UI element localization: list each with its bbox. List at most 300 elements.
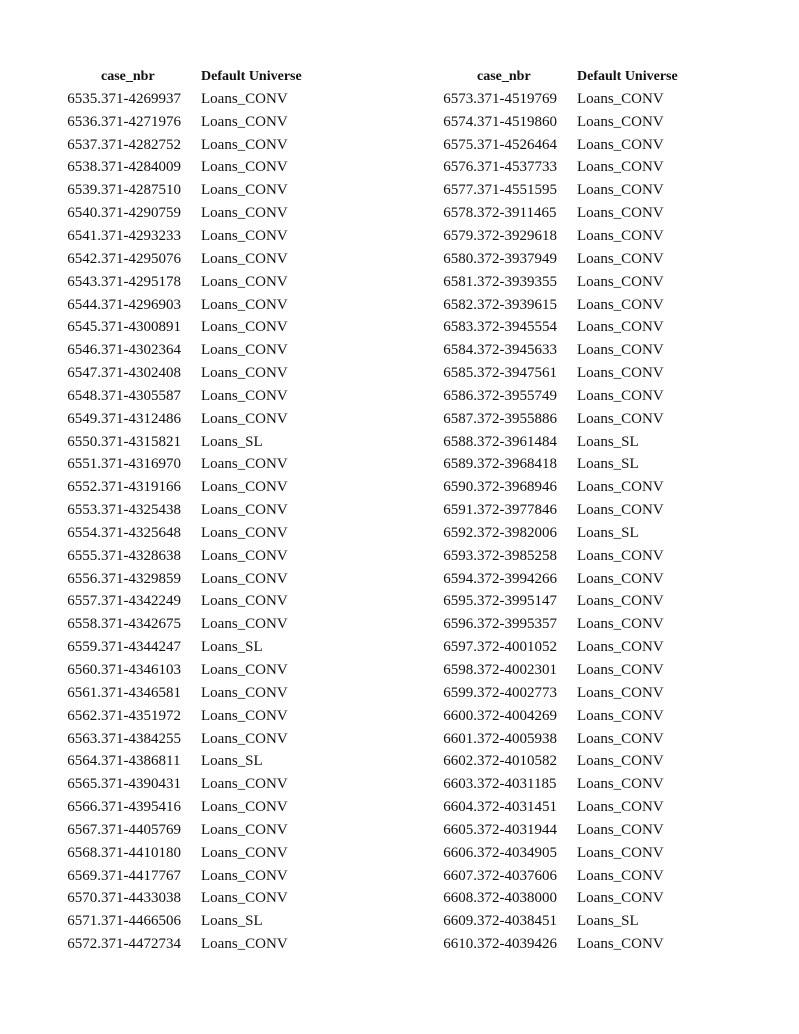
column-header-default-universe: Default Universe bbox=[577, 69, 678, 84]
table-row bbox=[433, 545, 727, 568]
table-row bbox=[433, 682, 727, 705]
default-universe-cell: Loans_CONV bbox=[201, 296, 288, 313]
row-number: 6569. bbox=[67, 867, 101, 884]
default-universe-cell: Loans_CONV bbox=[577, 684, 664, 701]
default-universe-cell: Loans_CONV bbox=[577, 410, 664, 427]
right-column bbox=[433, 66, 727, 956]
table-row bbox=[433, 591, 727, 614]
table-row bbox=[433, 933, 727, 956]
case-nbr-cell: 371-4295178 bbox=[101, 273, 181, 290]
row-number: 6572. bbox=[67, 936, 101, 953]
default-universe-cell: Loans_CONV bbox=[201, 227, 288, 244]
row-number: 6556. bbox=[67, 570, 101, 587]
table-row bbox=[433, 842, 727, 865]
case-nbr-cell: 371-4342249 bbox=[101, 593, 181, 610]
default-universe-cell: Loans_CONV bbox=[201, 90, 288, 107]
row-number: 6604. bbox=[443, 799, 477, 816]
default-universe-cell: Loans_CONV bbox=[201, 524, 288, 541]
table-row bbox=[57, 294, 351, 317]
default-universe-cell: Loans_CONV bbox=[201, 821, 288, 838]
case-nbr-cell: 372-3968946 bbox=[477, 479, 557, 496]
case-nbr-cell: 371-4282752 bbox=[101, 136, 181, 153]
table-row bbox=[57, 157, 351, 180]
row-number: 6580. bbox=[443, 250, 477, 267]
row-number: 6583. bbox=[443, 319, 477, 336]
table-row bbox=[57, 202, 351, 225]
default-universe-cell: Loans_CONV bbox=[201, 799, 288, 816]
row-number: 6601. bbox=[443, 730, 477, 747]
default-universe-cell: Loans_SL bbox=[577, 456, 639, 473]
default-universe-cell: Loans_CONV bbox=[201, 205, 288, 222]
row-number: 6596. bbox=[443, 616, 477, 633]
table-row bbox=[57, 408, 351, 431]
case-nbr-cell: 371-4395416 bbox=[101, 799, 181, 816]
table-row bbox=[57, 659, 351, 682]
case-nbr-cell: 371-4519860 bbox=[477, 113, 557, 130]
case-nbr-cell: 371-4271976 bbox=[101, 113, 181, 130]
table-row bbox=[57, 316, 351, 339]
case-nbr-cell: 372-4038451 bbox=[477, 913, 557, 930]
table-row bbox=[57, 819, 351, 842]
default-universe-cell: Loans_CONV bbox=[577, 136, 664, 153]
default-universe-cell: Loans_CONV bbox=[201, 616, 288, 633]
row-number: 6588. bbox=[443, 433, 477, 450]
case-nbr-cell: 371-4316970 bbox=[101, 456, 181, 473]
case-nbr-cell: 371-4305587 bbox=[101, 387, 181, 404]
case-nbr-cell: 371-4351972 bbox=[101, 707, 181, 724]
table-row bbox=[433, 568, 727, 591]
row-number: 6567. bbox=[67, 821, 101, 838]
left-table bbox=[57, 66, 351, 956]
row-number: 6555. bbox=[67, 547, 101, 564]
row-number: 6578. bbox=[443, 205, 477, 222]
case-nbr-cell: 372-3911465 bbox=[477, 205, 557, 222]
default-universe-cell: Loans_CONV bbox=[577, 250, 664, 267]
default-universe-cell: Loans_CONV bbox=[201, 479, 288, 496]
table-row bbox=[433, 385, 727, 408]
default-universe-cell: Loans_CONV bbox=[577, 479, 664, 496]
table-row bbox=[433, 499, 727, 522]
case-nbr-cell: 372-4031451 bbox=[477, 799, 557, 816]
case-nbr-cell: 371-4284009 bbox=[101, 159, 181, 176]
table-row bbox=[57, 339, 351, 362]
case-nbr-cell: 371-4384255 bbox=[101, 730, 181, 747]
case-nbr-cell: 372-3968418 bbox=[477, 456, 557, 473]
default-universe-cell: Loans_CONV bbox=[577, 730, 664, 747]
table-row bbox=[57, 888, 351, 911]
row-number: 6608. bbox=[443, 890, 477, 907]
case-nbr-cell: 372-3977846 bbox=[477, 502, 557, 519]
case-nbr-cell: 372-3929618 bbox=[477, 227, 557, 244]
default-universe-cell: Loans_CONV bbox=[577, 182, 664, 199]
table-row bbox=[433, 339, 727, 362]
default-universe-cell: Loans_CONV bbox=[577, 799, 664, 816]
row-number: 6540. bbox=[67, 205, 101, 222]
table-row bbox=[433, 88, 727, 111]
default-universe-cell: Loans_CONV bbox=[577, 616, 664, 633]
default-universe-cell: Loans_CONV bbox=[577, 387, 664, 404]
row-number: 6598. bbox=[443, 662, 477, 679]
table-row bbox=[433, 454, 727, 477]
default-universe-cell: Loans_CONV bbox=[201, 936, 288, 953]
case-nbr-cell: 371-4319166 bbox=[101, 479, 181, 496]
row-number: 6564. bbox=[67, 753, 101, 770]
row-number: 6548. bbox=[67, 387, 101, 404]
row-number: 6565. bbox=[67, 776, 101, 793]
table-row bbox=[57, 385, 351, 408]
case-nbr-cell: 371-4287510 bbox=[101, 182, 181, 199]
case-nbr-cell: 372-3995147 bbox=[477, 593, 557, 610]
table-header-row bbox=[433, 66, 727, 88]
case-nbr-cell: 372-3945554 bbox=[477, 319, 557, 336]
default-universe-cell: Loans_CONV bbox=[201, 844, 288, 861]
table-row bbox=[433, 134, 727, 157]
case-nbr-cell: 372-3939355 bbox=[477, 273, 557, 290]
default-universe-cell: Loans_CONV bbox=[201, 250, 288, 267]
row-number: 6603. bbox=[443, 776, 477, 793]
table-row bbox=[433, 225, 727, 248]
table-row bbox=[57, 750, 351, 773]
table-row bbox=[433, 476, 727, 499]
default-universe-cell: Loans_CONV bbox=[577, 319, 664, 336]
case-nbr-cell: 372-4005938 bbox=[477, 730, 557, 747]
case-nbr-cell: 371-4537733 bbox=[477, 159, 557, 176]
default-universe-cell: Loans_CONV bbox=[201, 593, 288, 610]
row-number: 6552. bbox=[67, 479, 101, 496]
default-universe-cell: Loans_SL bbox=[201, 913, 263, 930]
table-row bbox=[433, 111, 727, 134]
row-number: 6576. bbox=[443, 159, 477, 176]
case-nbr-cell: 372-4034905 bbox=[477, 844, 557, 861]
table-row bbox=[433, 613, 727, 636]
table-row bbox=[57, 910, 351, 933]
case-nbr-cell: 372-3937949 bbox=[477, 250, 557, 267]
case-nbr-cell: 372-4004269 bbox=[477, 707, 557, 724]
case-nbr-cell: 372-4039426 bbox=[477, 936, 557, 953]
default-universe-cell: Loans_CONV bbox=[577, 205, 664, 222]
default-universe-cell: Loans_CONV bbox=[577, 639, 664, 656]
row-number: 6594. bbox=[443, 570, 477, 587]
case-nbr-cell: 371-4342675 bbox=[101, 616, 181, 633]
table-row bbox=[57, 431, 351, 454]
case-nbr-cell: 371-4296903 bbox=[101, 296, 181, 313]
case-nbr-cell: 371-4302364 bbox=[101, 342, 181, 359]
row-number: 6536. bbox=[67, 113, 101, 130]
row-number: 6568. bbox=[67, 844, 101, 861]
case-nbr-cell: 371-4328638 bbox=[101, 547, 181, 564]
default-universe-cell: Loans_CONV bbox=[201, 707, 288, 724]
table-row bbox=[57, 476, 351, 499]
default-universe-cell: Loans_CONV bbox=[201, 547, 288, 564]
table-row bbox=[57, 636, 351, 659]
table-row bbox=[433, 408, 727, 431]
row-number: 6550. bbox=[67, 433, 101, 450]
table-row bbox=[433, 636, 727, 659]
left-column bbox=[57, 66, 351, 956]
table-row bbox=[433, 888, 727, 911]
default-universe-cell: Loans_SL bbox=[577, 913, 639, 930]
row-number: 6584. bbox=[443, 342, 477, 359]
default-universe-cell: Loans_CONV bbox=[577, 547, 664, 564]
case-nbr-cell: 372-3939615 bbox=[477, 296, 557, 313]
table-row bbox=[57, 568, 351, 591]
case-nbr-cell: 371-4315821 bbox=[101, 433, 181, 450]
table-row bbox=[433, 659, 727, 682]
case-nbr-cell: 371-4325438 bbox=[101, 502, 181, 519]
case-nbr-cell: 371-4466506 bbox=[101, 913, 181, 930]
default-universe-cell: Loans_CONV bbox=[201, 410, 288, 427]
table-row bbox=[433, 157, 727, 180]
case-nbr-cell: 372-4037606 bbox=[477, 867, 557, 884]
case-nbr-cell: 371-4302408 bbox=[101, 365, 181, 382]
row-number: 6579. bbox=[443, 227, 477, 244]
table-row bbox=[433, 362, 727, 385]
default-universe-cell: Loans_CONV bbox=[577, 776, 664, 793]
default-universe-cell: Loans_CONV bbox=[201, 342, 288, 359]
right-table bbox=[433, 66, 727, 956]
row-number: 6538. bbox=[67, 159, 101, 176]
default-universe-cell: Loans_CONV bbox=[577, 753, 664, 770]
table-row bbox=[433, 865, 727, 888]
case-nbr-cell: 372-4038000 bbox=[477, 890, 557, 907]
default-universe-cell: Loans_CONV bbox=[201, 502, 288, 519]
table-row bbox=[57, 796, 351, 819]
row-number: 6589. bbox=[443, 456, 477, 473]
table-row bbox=[433, 202, 727, 225]
table-row bbox=[433, 796, 727, 819]
table-row bbox=[57, 179, 351, 202]
row-number: 6553. bbox=[67, 502, 101, 519]
row-number: 6606. bbox=[443, 844, 477, 861]
table-body bbox=[57, 88, 351, 956]
case-nbr-cell: 371-4312486 bbox=[101, 410, 181, 427]
default-universe-cell: Loans_CONV bbox=[577, 593, 664, 610]
table-row bbox=[433, 294, 727, 317]
case-nbr-cell: 372-3961484 bbox=[477, 433, 557, 450]
table-row bbox=[433, 773, 727, 796]
case-nbr-cell: 371-4405769 bbox=[101, 821, 181, 838]
row-number: 6599. bbox=[443, 684, 477, 701]
table-row bbox=[433, 179, 727, 202]
case-nbr-cell: 371-4390431 bbox=[101, 776, 181, 793]
table-row bbox=[57, 865, 351, 888]
table-row bbox=[57, 499, 351, 522]
table-row bbox=[433, 522, 727, 545]
default-universe-cell: Loans_CONV bbox=[201, 890, 288, 907]
default-universe-cell: Loans_CONV bbox=[577, 502, 664, 519]
row-number: 6605. bbox=[443, 821, 477, 838]
table-row bbox=[57, 705, 351, 728]
row-number: 6539. bbox=[67, 182, 101, 199]
row-number: 6543. bbox=[67, 273, 101, 290]
row-number: 6537. bbox=[67, 136, 101, 153]
table-row bbox=[57, 728, 351, 751]
row-number: 6559. bbox=[67, 639, 101, 656]
case-nbr-cell: 372-3955749 bbox=[477, 387, 557, 404]
default-universe-cell: Loans_CONV bbox=[201, 456, 288, 473]
default-universe-cell: Loans_CONV bbox=[577, 273, 664, 290]
table-row bbox=[57, 522, 351, 545]
table-row bbox=[57, 454, 351, 477]
case-nbr-cell: 371-4329859 bbox=[101, 570, 181, 587]
row-number: 6558. bbox=[67, 616, 101, 633]
table-row bbox=[57, 591, 351, 614]
table-row bbox=[433, 750, 727, 773]
case-nbr-cell: 372-3995357 bbox=[477, 616, 557, 633]
case-nbr-cell: 372-3994266 bbox=[477, 570, 557, 587]
row-number: 6597. bbox=[443, 639, 477, 656]
row-number: 6551. bbox=[67, 456, 101, 473]
default-universe-cell: Loans_CONV bbox=[201, 273, 288, 290]
default-universe-cell: Loans_SL bbox=[201, 753, 263, 770]
table-row bbox=[57, 773, 351, 796]
default-universe-cell: Loans_CONV bbox=[577, 90, 664, 107]
default-universe-cell: Loans_SL bbox=[577, 524, 639, 541]
table-row bbox=[57, 88, 351, 111]
row-number: 6560. bbox=[67, 662, 101, 679]
case-nbr-cell: 372-4010582 bbox=[477, 753, 557, 770]
table-row bbox=[57, 682, 351, 705]
row-number: 6573. bbox=[443, 90, 477, 107]
default-universe-cell: Loans_CONV bbox=[201, 136, 288, 153]
row-number: 6563. bbox=[67, 730, 101, 747]
case-nbr-cell: 372-4002773 bbox=[477, 684, 557, 701]
column-header-number bbox=[57, 66, 101, 88]
row-number: 6542. bbox=[67, 250, 101, 267]
default-universe-cell: Loans_CONV bbox=[577, 296, 664, 313]
row-number: 6535. bbox=[67, 90, 101, 107]
case-nbr-cell: 372-4002301 bbox=[477, 662, 557, 679]
row-number: 6585. bbox=[443, 365, 477, 382]
table-row bbox=[433, 271, 727, 294]
default-universe-cell: Loans_CONV bbox=[577, 365, 664, 382]
case-nbr-cell: 371-4293233 bbox=[101, 227, 181, 244]
row-number: 6587. bbox=[443, 410, 477, 427]
default-universe-cell: Loans_CONV bbox=[201, 776, 288, 793]
case-nbr-cell: 371-4526464 bbox=[477, 136, 557, 153]
table-row bbox=[57, 225, 351, 248]
row-number: 6590. bbox=[443, 479, 477, 496]
row-number: 6600. bbox=[443, 707, 477, 724]
row-number: 6557. bbox=[67, 593, 101, 610]
table-row bbox=[433, 819, 727, 842]
column-header-case-nbr: case_nbr bbox=[101, 69, 155, 84]
case-nbr-cell: 372-3947561 bbox=[477, 365, 557, 382]
case-nbr-cell: 371-4410180 bbox=[101, 844, 181, 861]
default-universe-cell: Loans_CONV bbox=[201, 182, 288, 199]
default-universe-cell: Loans_CONV bbox=[577, 867, 664, 884]
default-universe-cell: Loans_CONV bbox=[577, 342, 664, 359]
default-universe-cell: Loans_CONV bbox=[577, 570, 664, 587]
column-header-number bbox=[433, 66, 477, 88]
row-number: 6577. bbox=[443, 182, 477, 199]
case-nbr-cell: 371-4433038 bbox=[101, 890, 181, 907]
row-number: 6607. bbox=[443, 867, 477, 884]
default-universe-cell: Loans_CONV bbox=[577, 159, 664, 176]
default-universe-cell: Loans_CONV bbox=[577, 707, 664, 724]
row-number: 6609. bbox=[443, 913, 477, 930]
case-nbr-cell: 371-4269937 bbox=[101, 90, 181, 107]
row-number: 6574. bbox=[443, 113, 477, 130]
case-nbr-cell: 371-4519769 bbox=[477, 90, 557, 107]
default-universe-cell: Loans_CONV bbox=[201, 730, 288, 747]
row-number: 6602. bbox=[443, 753, 477, 770]
default-universe-cell: Loans_CONV bbox=[201, 159, 288, 176]
case-nbr-cell: 371-4325648 bbox=[101, 524, 181, 541]
default-universe-cell: Loans_CONV bbox=[577, 936, 664, 953]
default-universe-cell: Loans_CONV bbox=[201, 684, 288, 701]
table-body bbox=[433, 88, 727, 956]
table-row bbox=[57, 545, 351, 568]
row-number: 6541. bbox=[67, 227, 101, 244]
case-nbr-cell: 372-3955886 bbox=[477, 410, 557, 427]
case-nbr-cell: 372-3945633 bbox=[477, 342, 557, 359]
table-row bbox=[57, 134, 351, 157]
row-number: 6570. bbox=[67, 890, 101, 907]
case-nbr-cell: 372-3985258 bbox=[477, 547, 557, 564]
row-number: 6592. bbox=[443, 524, 477, 541]
case-nbr-cell: 371-4472734 bbox=[101, 936, 181, 953]
case-nbr-cell: 371-4290759 bbox=[101, 205, 181, 222]
case-nbr-cell: 372-3982006 bbox=[477, 524, 557, 541]
case-nbr-cell: 372-4001052 bbox=[477, 639, 557, 656]
table-row bbox=[433, 728, 727, 751]
default-universe-cell: Loans_CONV bbox=[201, 319, 288, 336]
row-number: 6566. bbox=[67, 799, 101, 816]
case-nbr-cell: 371-4300891 bbox=[101, 319, 181, 336]
default-universe-cell: Loans_CONV bbox=[577, 662, 664, 679]
row-number: 6591. bbox=[443, 502, 477, 519]
row-number: 6545. bbox=[67, 319, 101, 336]
case-nbr-cell: 372-4031185 bbox=[477, 776, 557, 793]
table-header-row bbox=[57, 66, 351, 88]
default-universe-cell: Loans_CONV bbox=[201, 662, 288, 679]
table-row bbox=[433, 248, 727, 271]
table-row bbox=[57, 111, 351, 134]
row-number: 6575. bbox=[443, 136, 477, 153]
column-header-case-nbr: case_nbr bbox=[477, 69, 531, 84]
default-universe-cell: Loans_CONV bbox=[577, 113, 664, 130]
default-universe-cell: Loans_CONV bbox=[201, 570, 288, 587]
table-row bbox=[433, 431, 727, 454]
row-number: 6547. bbox=[67, 365, 101, 382]
row-number: 6610. bbox=[443, 936, 477, 953]
row-number: 6595. bbox=[443, 593, 477, 610]
case-nbr-cell: 371-4346581 bbox=[101, 684, 181, 701]
table-row bbox=[57, 842, 351, 865]
table-row bbox=[57, 933, 351, 956]
case-nbr-cell: 371-4386811 bbox=[101, 753, 181, 770]
case-nbr-cell: 371-4344247 bbox=[101, 639, 181, 656]
default-universe-cell: Loans_CONV bbox=[577, 821, 664, 838]
table-row bbox=[57, 362, 351, 385]
default-universe-cell: Loans_SL bbox=[201, 639, 263, 656]
row-number: 6571. bbox=[67, 913, 101, 930]
case-nbr-cell: 372-4031944 bbox=[477, 821, 557, 838]
case-nbr-cell: 371-4295076 bbox=[101, 250, 181, 267]
table-row bbox=[433, 910, 727, 933]
row-number: 6549. bbox=[67, 410, 101, 427]
table-row bbox=[57, 271, 351, 294]
case-nbr-cell: 371-4417767 bbox=[101, 867, 181, 884]
case-nbr-cell: 371-4346103 bbox=[101, 662, 181, 679]
default-universe-cell: Loans_CONV bbox=[201, 365, 288, 382]
row-number: 6546. bbox=[67, 342, 101, 359]
table-row bbox=[57, 613, 351, 636]
row-number: 6586. bbox=[443, 387, 477, 404]
default-universe-cell: Loans_CONV bbox=[201, 867, 288, 884]
row-number: 6554. bbox=[67, 524, 101, 541]
